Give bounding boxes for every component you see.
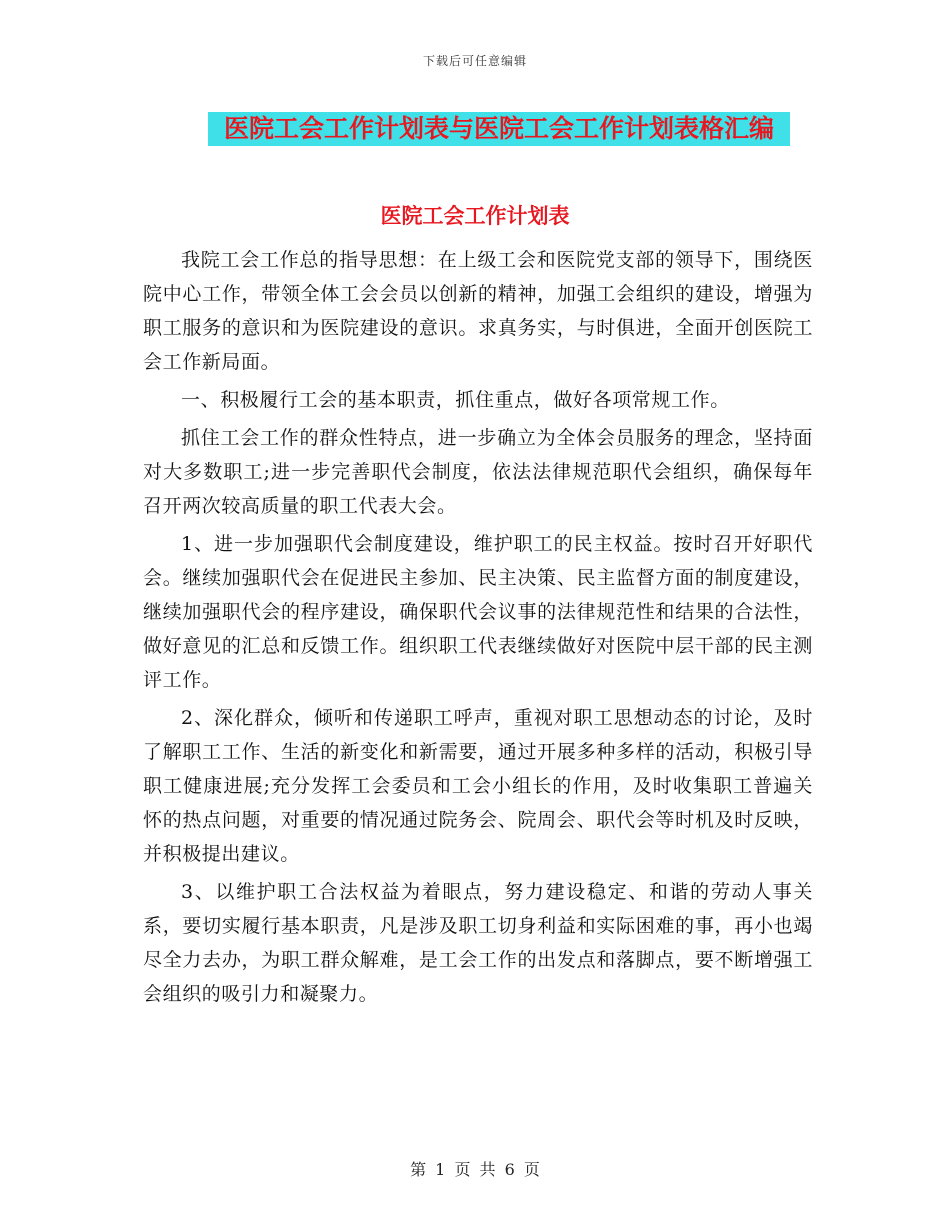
paragraph-item-3: 3、以维护职工合法权益为着眼点，努力建设稳定、和谐的劳动人事关系，要切实履行基本职责，凡是涉及职工切身利益和实际困难的事，再小也竭尽全力去办，为职工群众解难，是工会工作的出发点和落脚点，要不断增强工会组织的吸引力和凝聚力。 <box>143 881 813 1005</box>
document-title: 医院工会工作计划表与医院工会工作计划表格汇编 <box>223 114 774 143</box>
paragraph-item-1: 1、进一步加强职代会制度建设，维护职工的民主权益。按时召开好职代会。继续加强职代会在促进民主参加、民主决策、民主监督方面的制度建设，继续加强职代会的程序建设，确保职代会议事的法律规范性和结果的合法性，做好意见的汇总和反馈工作。组织职工代表继续做好对医院中层干部的民主测评工作。 <box>143 533 813 691</box>
page-number: 第 1 页 共 6 页 <box>410 1160 540 1179</box>
header-note: 下载后可任意编辑 <box>422 54 527 68</box>
paragraph-mass-character: 抓住工会工作的群众性特点，进一步确立为全体会员服务的理念，坚持面对大多数职工;进一步完善职代会制度，依法法律规范职代会组织，确保每年召开两次较高质量的职工代表大会。 <box>143 427 813 517</box>
section-title: 医院工会工作计划表 <box>380 203 570 228</box>
paragraph-section-one-heading: 一、积极履行工会的基本职责，抓住重点，做好各项常规工作。 <box>181 389 730 411</box>
document-title-highlight <box>208 112 790 146</box>
paragraph-item-2: 2、深化群众，倾听和传递职工呼声，重视对职工思想动态的讨论，及时了解职工工作、生活的新变化和新需要，通过开展多种多样的活动，积极引导职工健康进展;充分发挥工会委员和工会小组长的作用，及时收集职工普遍关怀的热点问题，对重要的情况通过院务会、院周会、职代会等时机及时反映，并积极提出建议。 <box>143 707 813 865</box>
document-body <box>143 243 813 1015</box>
paragraph-guiding-thought: 我院工会工作总的指导思想：在上级工会和医院党支部的领导下，围绕医院中心工作，带领全体工会会员以创新的精神，加强工会组织的建设，增强为职工服务的意识和为医院建设的意识。求真务实，与时俱进，全面开创医院工会工作新局面。 <box>143 249 813 373</box>
